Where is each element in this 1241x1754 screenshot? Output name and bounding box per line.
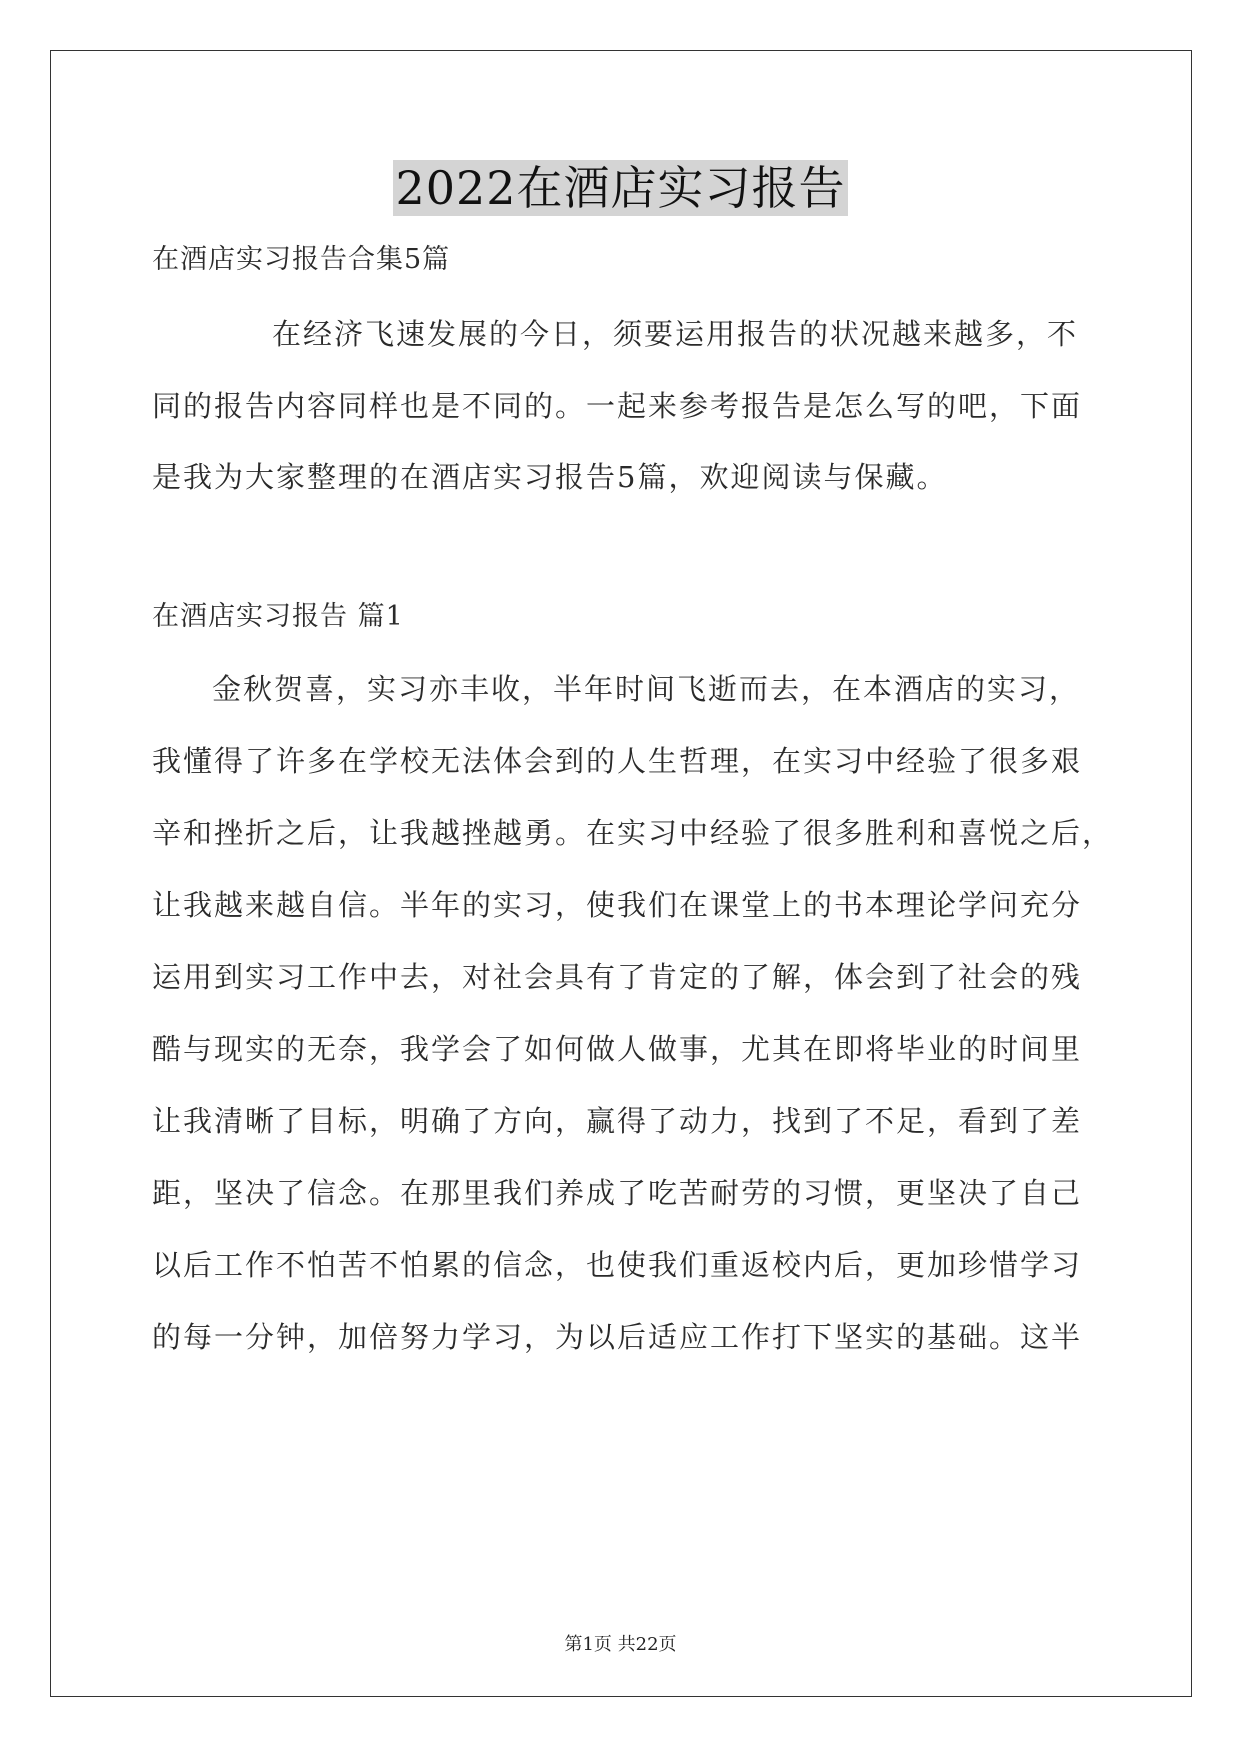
body-line-6: 酷与现实的无奈，我学会了如何做人做事，尤其在即将毕业的时间里 [152, 1032, 1083, 1066]
page-frame [50, 50, 1192, 1697]
body-line-5: 运用到实习工作中去，对社会具有了肯定的了解，体会到了社会的残 [152, 960, 1083, 994]
intro-line-1: 在经济飞速发展的今日，须要运用报告的状况越来越多，不 [272, 317, 1079, 351]
body-line-1: 金秋贺喜，实习亦丰收，半年时间飞逝而去，在本酒店的实习， [212, 672, 1081, 706]
body-line-4: 让我越来越自信。半年的实习，使我们在课堂上的书本理论学问充分 [152, 888, 1083, 922]
body-line-2: 我懂得了许多在学校无法体会到的人生哲理，在实习中经验了很多艰 [152, 744, 1083, 778]
document-title: 2022在酒店实习报告 [395, 161, 846, 215]
page-footer: 第1页 共22页 [564, 1634, 677, 1655]
body-line-3: 辛和挫折之后，让我越挫越勇。在实习中经验了很多胜利和喜悦之后， [152, 816, 1114, 850]
body-line-8: 距，坚决了信念。在那里我们养成了吃苦耐劳的习惯，更坚决了自己 [152, 1176, 1083, 1210]
body-line-10: 的每一分钟，加倍努力学习，为以后适应工作打下坚实的基础。这半 [152, 1320, 1083, 1354]
section-heading: 在酒店实习报告 篇1 [152, 601, 404, 632]
intro-line-3: 是我为大家整理的在酒店实习报告5篇，欢迎阅读与保藏。 [152, 460, 948, 494]
document-subtitle: 在酒店实习报告合集5篇 [152, 244, 451, 275]
body-line-7: 让我清晰了目标，明确了方向，赢得了动力，找到了不足，看到了差 [152, 1104, 1083, 1138]
body-line-9: 以后工作不怕苦不怕累的信念，也使我们重返校内后，更加珍惜学习 [152, 1248, 1083, 1282]
title-container [0, 160, 1241, 216]
intro-line-2: 同的报告内容同样也是不同的。一起来参考报告是怎么写的吧，下面 [152, 389, 1083, 423]
